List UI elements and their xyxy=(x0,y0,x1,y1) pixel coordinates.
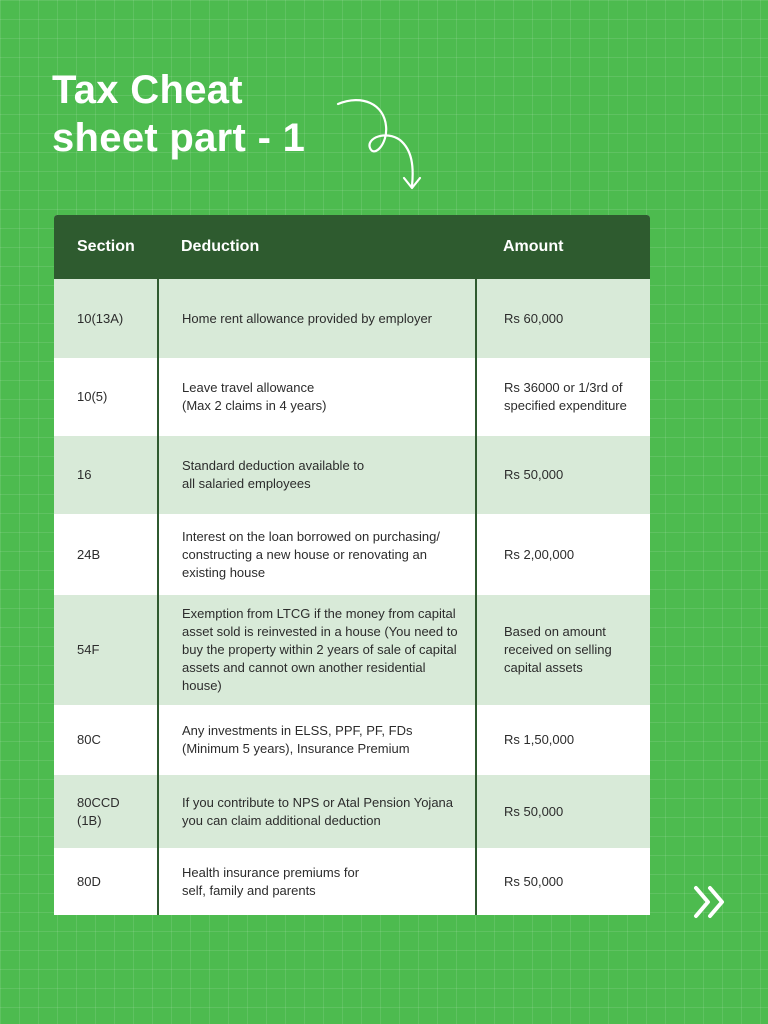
curly-arrow-icon xyxy=(334,96,434,196)
table-row xyxy=(54,358,650,436)
cell-deduction: Health insurance premiums for self, family and parents xyxy=(158,848,476,915)
header-deduction: Deduction xyxy=(158,215,476,279)
cell-section: 10(13A) xyxy=(54,279,158,358)
double-chevron-right-icon[interactable] xyxy=(692,884,728,920)
cell-section: 80CCD (1B) xyxy=(54,775,158,848)
header-amount: Amount xyxy=(476,215,650,279)
table-row xyxy=(54,595,650,705)
table-row xyxy=(54,279,650,358)
header-section: Section xyxy=(54,215,158,279)
page-title xyxy=(52,66,305,162)
cell-section: 80D xyxy=(54,848,158,915)
cell-amount: Rs 1,50,000 xyxy=(476,705,650,775)
cell-amount: Rs 50,000 xyxy=(476,775,650,848)
cell-section: 54F xyxy=(54,595,158,705)
cell-deduction: Interest on the loan borrowed on purchasing/ constructing a new house or renovating an existing house xyxy=(158,514,476,595)
cell-deduction: Exemption from LTCG if the money from capital asset sold is reinvested in a house (You need to buy the property within 2 years of sale of capital assets and cannot own another residential house) xyxy=(158,595,476,705)
cell-amount: Rs 50,000 xyxy=(476,848,650,915)
table-header-row xyxy=(54,215,650,279)
cell-amount: Rs 2,00,000 xyxy=(476,514,650,595)
cell-section: 80C xyxy=(54,705,158,775)
tax-table xyxy=(54,215,650,915)
cell-deduction: Any investments in ELSS, PPF, PF, FDs (Minimum 5 years), Insurance Premium xyxy=(158,705,476,775)
table-row xyxy=(54,705,650,775)
cell-deduction: Leave travel allowance (Max 2 claims in 4 years) xyxy=(158,358,476,436)
table-row xyxy=(54,848,650,915)
cell-section: 24B xyxy=(54,514,158,595)
cell-deduction: Standard deduction available to all salaried employees xyxy=(158,436,476,514)
cell-amount: Rs 50,000 xyxy=(476,436,650,514)
cell-amount: Rs 60,000 xyxy=(476,279,650,358)
cell-deduction: Home rent allowance provided by employer xyxy=(158,279,476,358)
cell-section: 10(5) xyxy=(54,358,158,436)
title-line-1: Tax Cheat xyxy=(52,68,243,112)
cell-amount: Based on amount received on selling capital assets xyxy=(476,595,650,705)
table-row xyxy=(54,436,650,514)
cell-deduction: If you contribute to NPS or Atal Pension Yojana you can claim additional deduction xyxy=(158,775,476,848)
cell-amount: Rs 36000 or 1/3rd of specified expenditure xyxy=(476,358,650,436)
cell-section: 16 xyxy=(54,436,158,514)
table-row xyxy=(54,775,650,848)
table-row xyxy=(54,514,650,595)
title-line-2: sheet part - 1 xyxy=(52,116,306,160)
